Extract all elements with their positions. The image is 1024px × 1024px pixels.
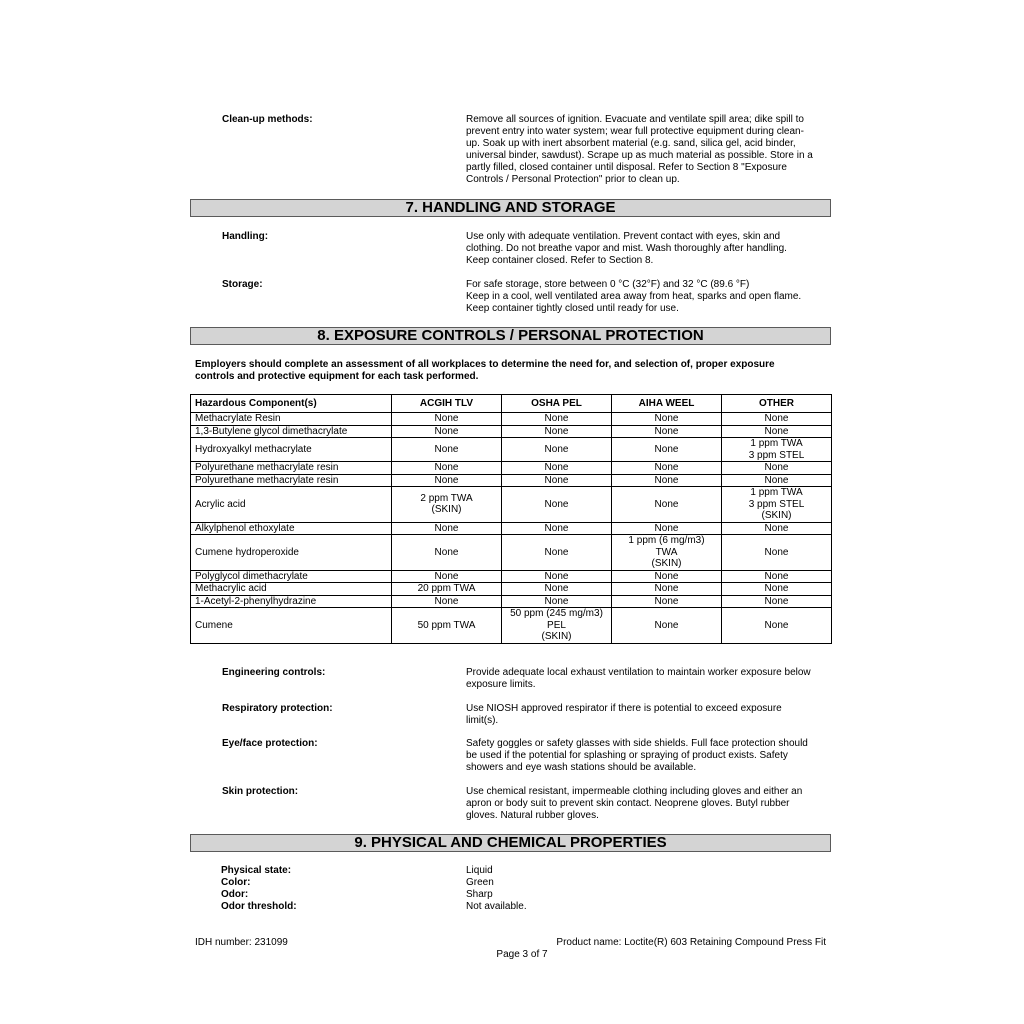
table-row [191,425,832,438]
engineering-text: Provide adequate local exhaust ventilation to maintain worker exposure below exposure limits. [466,667,811,690]
cell-component: Hydroxyalkyl methacrylate [191,438,392,462]
cell-other: None [722,462,832,475]
prop-color-label: Color: [221,877,251,888]
cell-acgih: None [392,474,502,487]
cell-aiha: None [612,474,722,487]
table-row [191,522,832,535]
col-header-component: Hazardous Component(s) [191,395,392,413]
cell-aiha: 1 ppm (6 mg/m3) TWA (SKIN) [612,535,722,571]
cell-other: 1 ppm TWA 3 ppm STEL [722,438,832,462]
table-row [191,474,832,487]
prop-odor-label: Odor: [221,889,249,900]
cleanup-label: Clean-up methods: [222,114,313,125]
cell-component: Cumene hydroperoxide [191,535,392,571]
section-8-header: 8. EXPOSURE CONTROLS / PERSONAL PROTECTION [190,327,831,345]
cell-osha: None [502,487,612,523]
cell-acgih: None [392,570,502,583]
cell-acgih: 20 ppm TWA [392,583,502,596]
respiratory-label: Respiratory protection: [222,703,333,714]
footer-page-number: Page 3 of 7 [496,949,548,960]
cell-acgih: None [392,438,502,462]
col-header-acgih: ACGIH TLV [392,395,502,413]
table-header-row [191,395,832,413]
cell-osha: None [502,474,612,487]
cell-osha: None [502,583,612,596]
prop-odor-threshold-value: Not available. [466,901,527,912]
cell-acgih: None [392,413,502,426]
cell-component: Methacrylate Resin [191,413,392,426]
cell-osha: None [502,535,612,571]
cell-aiha: None [612,425,722,438]
table-row [191,413,832,426]
cell-acgih: 2 ppm TWA (SKIN) [392,487,502,523]
footer-idh-number: IDH number: 231099 [195,937,288,948]
table-row [191,583,832,596]
cell-other: None [722,413,832,426]
cell-component: Polyglycol dimethacrylate [191,570,392,583]
cell-acgih: None [392,425,502,438]
cell-component: Methacrylic acid [191,583,392,596]
cell-aiha: None [612,595,722,608]
cell-aiha: None [612,462,722,475]
cell-aiha: None [612,438,722,462]
col-header-aiha: AIHA WEEL [612,395,722,413]
cell-acgih: 50 ppm TWA [392,608,502,644]
section-7-header: 7. HANDLING AND STORAGE [190,199,831,217]
cell-component: Acrylic acid [191,487,392,523]
table-row [191,438,832,462]
cell-osha: None [502,595,612,608]
cell-other: None [722,425,832,438]
cell-aiha: None [612,487,722,523]
cell-other: None [722,595,832,608]
table-row [191,570,832,583]
prop-physical-state-label: Physical state: [221,865,292,876]
cell-acgih: None [392,595,502,608]
cell-aiha: None [612,522,722,535]
eye-text: Safety goggles or safety glasses with side shields. Full face protection should be used if the potential for splashing or spraying of product exists. Safety showers and eye wash stations should be available. [466,738,808,773]
cell-component: 1-Acetyl-2-phenylhydrazine [191,595,392,608]
cell-other: None [722,474,832,487]
table-row [191,608,832,644]
exposure-limits-table [190,394,832,644]
prop-odor-threshold-label: Odor threshold: [221,901,297,912]
cell-aiha: None [612,570,722,583]
cell-osha: None [502,438,612,462]
skin-label: Skin protection: [222,786,299,797]
respiratory-text: Use NIOSH approved respirator if there is potential to exceed exposure limit(s). [466,703,782,726]
section-9-header: 9. PHYSICAL AND CHEMICAL PROPERTIES [190,834,831,852]
skin-text: Use chemical resistant, impermeable clothing including gloves and either an apron or body suit to prevent skin contact. Neoprene gloves. Butyl rubber gloves. Natural rubber gloves. [466,786,803,821]
cell-acgih: None [392,535,502,571]
cell-component: Polyurethane methacrylate resin [191,474,392,487]
cell-component: Polyurethane methacrylate resin [191,462,392,475]
handling-text: Use only with adequate ventilation. Prevent contact with eyes, skin and clothing. Do not breathe vapor and mist. Wash thoroughly after handling. Keep container closed. Refer to Section 8. [466,231,787,266]
eye-label: Eye/face protection: [222,738,318,749]
prop-odor-value: Sharp [466,889,493,900]
col-header-osha: OSHA PEL [502,395,612,413]
storage-label: Storage: [222,279,263,290]
table-row [191,535,832,571]
footer-product-name: Product name: Loctite(R) 603 Retaining Compound Press Fit [556,937,826,948]
cell-osha: None [502,425,612,438]
cell-osha: None [502,462,612,475]
cell-acgih: None [392,462,502,475]
cell-aiha: None [612,413,722,426]
cell-other: None [722,583,832,596]
cell-component: Alkylphenol ethoxylate [191,522,392,535]
cell-acgih: None [392,522,502,535]
table-row [191,462,832,475]
cleanup-text: Remove all sources of ignition. Evacuate and ventilate spill area; dike spill to prevent entry into water system; wear full protective equipment during clean- up. Soak up with inert absorbent material (e.g. sand, silica gel, acid binder, universal binder, sawdust). Scrape up as much material as possible. Store in a partly filled, closed container until disposal. Refer to Section 8 "Exposure Controls / Personal Protection" prior to clean up. [466,114,813,185]
cell-other: None [722,608,832,644]
engineering-label: Engineering controls: [222,667,326,678]
cell-aiha: None [612,608,722,644]
cell-other: None [722,570,832,583]
cell-component: 1,3-Butylene glycol dimethacrylate [191,425,392,438]
table-row [191,487,832,523]
cell-other: 1 ppm TWA 3 ppm STEL (SKIN) [722,487,832,523]
prop-color-value: Green [466,877,494,888]
exposure-intro: Employers should complete an assessment of all workplaces to determine the need for, and selection of, proper exposure controls and protective equipment for each task performed. [195,359,775,382]
storage-text: For safe storage, store between 0 °C (32°F) and 32 °C (89.6 °F) Keep in a cool, well ventilated area away from heat, sparks and open flame. Keep container tightly closed until ready for use. [466,279,802,314]
cell-osha: 50 ppm (245 mg/m3) PEL (SKIN) [502,608,612,644]
cell-other: None [722,522,832,535]
cell-aiha: None [612,583,722,596]
cell-component: Cumene [191,608,392,644]
cell-osha: None [502,522,612,535]
cell-osha: None [502,413,612,426]
cell-osha: None [502,570,612,583]
prop-physical-state-value: Liquid [466,865,493,876]
col-header-other: OTHER [722,395,832,413]
table-row [191,595,832,608]
handling-label: Handling: [222,231,269,242]
cell-other: None [722,535,832,571]
